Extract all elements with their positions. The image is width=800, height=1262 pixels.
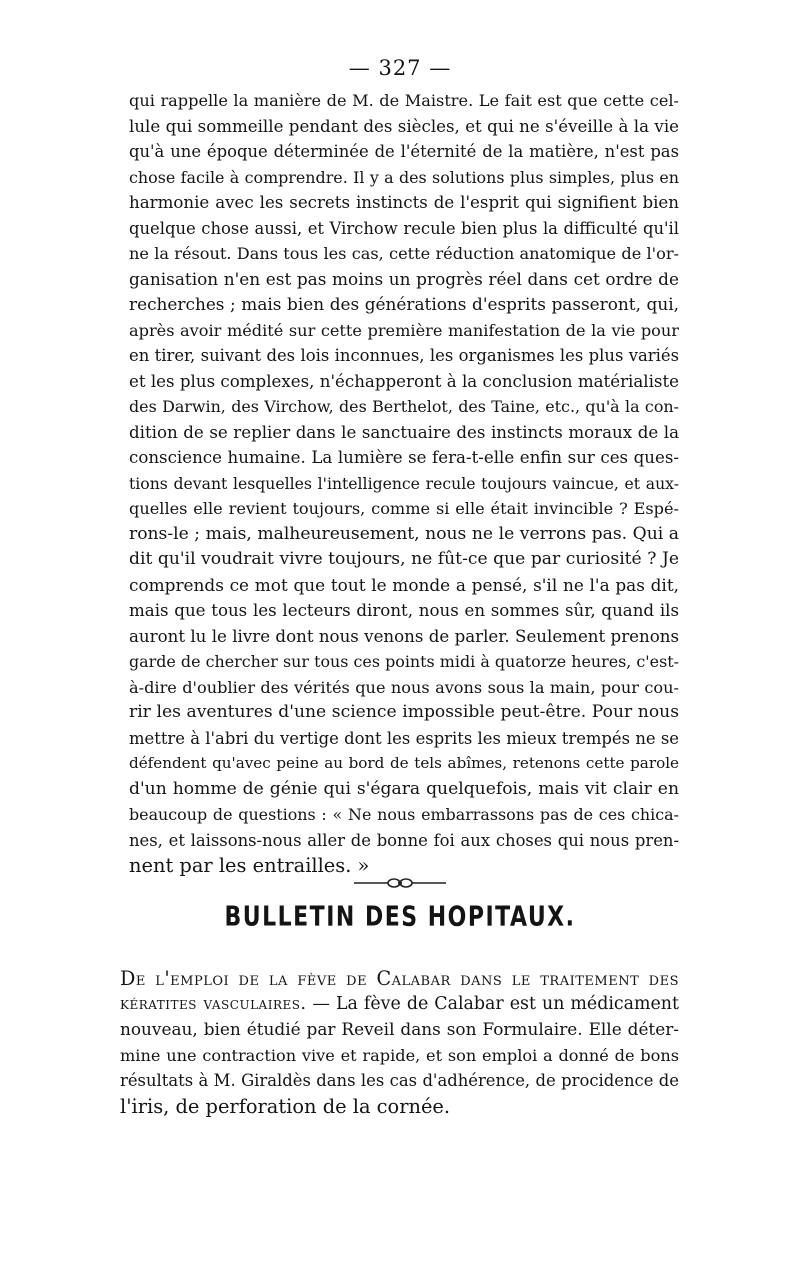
paragraph-line: rir les aventures d'une science impossible peut-être. Pour nous	[129, 702, 679, 722]
paragraph-line: et les plus complexes, n'échapperont à la conclusion matérialiste	[129, 371, 679, 391]
paragraph-line: dit qu'il voudrait vivre toujours, ne fût-ce que par curiosité ? Je	[129, 549, 679, 569]
article-intro: — La fève de Calabar est un médicament	[306, 993, 679, 1014]
paragraph-line: à-dire d'oublier des vérités que nous avons sous la main, pour cou-	[129, 677, 679, 697]
paragraph-line: après avoir médité sur cette première manifestation de la vie pour	[129, 320, 679, 340]
paragraph-line: rons-le ; mais, malheureusement, nous ne le verrons pas. Qui a	[129, 523, 679, 544]
paragraph-line: recherches ; mais bien des générations d'esprits passeront, qui,	[129, 294, 679, 314]
paragraph-line: nent par les entrailles. »	[129, 854, 370, 877]
paragraph-line: ganisation n'en est pas moins un progrès réel dans cet ordre de	[129, 268, 679, 289]
paragraph-line: auront lu le livre dont nous venons de parler. Seulement prenons	[129, 626, 679, 646]
section-title: BULLETIN DES HOPITAUX.	[224, 901, 576, 934]
paragraph-line: en tirer, suivant des lois inconnues, les organismes les plus variés	[129, 346, 679, 365]
paragraph-line: lule qui sommeille pendant des siècles, et qui ne s'éveille à la vie	[129, 116, 679, 136]
paragraph-line: tions devant lesquelles l'intelligence recule toujours vaincue, et aux-	[129, 473, 679, 493]
paragraph-line: chose facile à comprendre. Il y a des solutions plus simples, plus en	[129, 167, 679, 187]
paragraph-line: garde de chercher sur tous ces points midi à quatorze heures, c'est-	[129, 652, 679, 671]
article-heading: De l'emploi de la fève de Calabar dans le traitement des	[120, 967, 679, 990]
paragraph-line: mais que tous les lecteurs diront, nous en sommes sûr, quand ils	[129, 601, 679, 620]
article-line: résultats à M. Giraldès dans les cas d'adhérence, de procidence de	[120, 1071, 679, 1090]
article-heading-line	[120, 966, 679, 992]
paragraph-line: qu'à une époque déterminée de l'éternité de la matière, n'est pas	[129, 142, 679, 161]
paragraph-line: beaucoup de questions : « Ne nous embarrassons pas de ces chica-	[129, 805, 679, 824]
paragraph-line: quelles elle revient toujours, comme si elle était invincible ? Espé-	[129, 499, 679, 518]
paragraph-line: d'un homme de génie qui s'égara quelquefois, mais vit clair en	[129, 778, 679, 799]
page-number: — 327 —	[348, 56, 452, 80]
paragraph-line: nes, et laissons-nous aller de bonne foi aux choses qui nous pren-	[129, 830, 679, 850]
ornamental-divider	[352, 876, 448, 890]
paragraph-line: mettre à l'abri du vertige dont les esprits les mieux trempés ne se	[129, 728, 679, 748]
paragraph-line: conscience humaine. La lumière se fera-t-elle enfin sur ces ques-	[129, 448, 679, 467]
article-line: l'iris, de perforation de la cornée.	[120, 1094, 451, 1118]
paragraph-line: quelque chose aussi, et Virchow recule bien plus la difficulté qu'il	[129, 218, 679, 238]
essay-paragraph	[129, 88, 679, 879]
article-line: mine une contraction vive et rapide, et son emploi a donné de bons	[120, 1045, 679, 1065]
paragraph-line: harmonie avec les secrets instincts de l'esprit qui signifient bien	[129, 193, 679, 212]
paragraph-line: ne la résout. Dans tous les cas, cette réduction anatomique de l'or-	[129, 244, 679, 263]
paragraph-line: dition de se replier dans le sanctuaire des instincts moraux de la	[129, 422, 679, 442]
paragraph-line: comprends ce mot que tout le monde a pensé, s'il ne l'a pas dit,	[129, 574, 679, 595]
article-heading-line	[120, 992, 679, 1018]
paragraph-line: des Darwin, des Virchow, des Berthelot, des Taine, etc., qu'à la con-	[129, 397, 679, 416]
paragraph-line: qui rappelle la manière de M. de Maistre. Le fait est que cette cel-	[129, 91, 679, 110]
article-calabar	[120, 966, 679, 1119]
paragraph-line: défendent qu'avec peine au bord de tels abîmes, retenons cette parole	[129, 754, 679, 772]
article-line: nouveau, bien étudié par Reveil dans son Formulaire. Elle déter-	[120, 1019, 679, 1039]
article-heading-continued: kératites vasculaires.	[120, 993, 307, 1014]
